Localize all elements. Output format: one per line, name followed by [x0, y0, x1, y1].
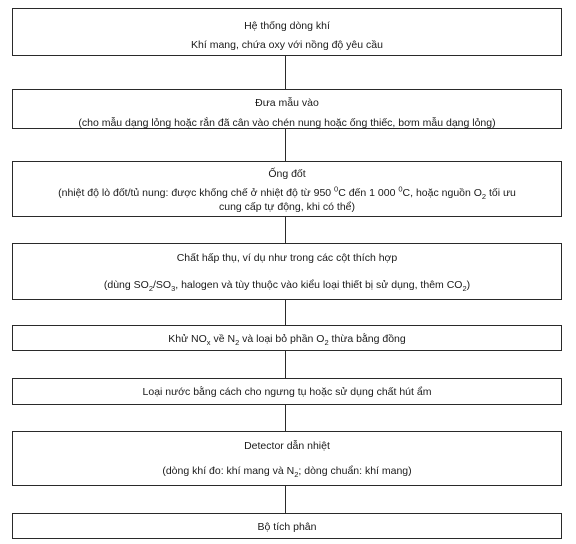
step-title: Khử $NO_x$ về $N_2$ và loại bỏ phần $O_2$ thừa bằng đồng [168, 333, 406, 348]
connector-5-6 [285, 351, 286, 378]
step-integrator [12, 513, 562, 539]
connector-3-4 [285, 217, 286, 243]
step-title: Đưa mẫu vào [255, 97, 319, 109]
step-combustion-tube [12, 161, 562, 217]
step-title: Loại nước bằng cách cho ngưng tụ hoặc sử dụng chất hút ẩm [142, 386, 432, 398]
step-sample-introduction [12, 89, 562, 129]
step-detail: (dùng $SO_2/SO_3$, halogen và tùy thuộc vào kiểu loại thiết bị sử dụng, thêm $CO_2$) [103, 279, 471, 294]
step-title: Bộ tích phân [257, 521, 317, 533]
connector-4-5 [285, 300, 286, 325]
step-detail: (nhiệt độ lò đốt/tủ nung: được khống chế ở nhiệt độ từ 950 $^0$C đến 1 000 $^0$C, hoặc nguồn $O_2$ tối ưu cung cấp tự động, khi có thể) [58, 184, 516, 213]
step-absorbents [12, 243, 562, 300]
connector-1-2 [285, 56, 286, 89]
connector-2-3 [285, 129, 286, 161]
step-title: Ống đốt [268, 168, 306, 180]
step-title: Hệ thống dòng khí [244, 20, 330, 32]
step-detail: (cho mẫu dạng lỏng hoặc rắn đã cân vào chén nung hoặc ống thiếc, bơm mẫu dạng lỏng) [78, 117, 496, 129]
connector-6-7 [285, 405, 286, 431]
step-title: Detector dẫn nhiệt [244, 440, 330, 452]
step-gas-flow-system [12, 8, 562, 56]
step-detail: (dòng khí đo: khí mang và $N_2$; dòng chuẩn: khí mang) [162, 465, 412, 480]
step-nox-reduction [12, 325, 562, 351]
connector-7-8 [285, 486, 286, 513]
step-title: Chất hấp thụ, ví dụ như trong các cột thích hợp [176, 252, 398, 264]
step-water-removal [12, 378, 562, 405]
step-detail: Khí mang, chứa oxy với nồng độ yêu cầu [191, 39, 383, 51]
step-thermal-conductivity-detector [12, 431, 562, 486]
